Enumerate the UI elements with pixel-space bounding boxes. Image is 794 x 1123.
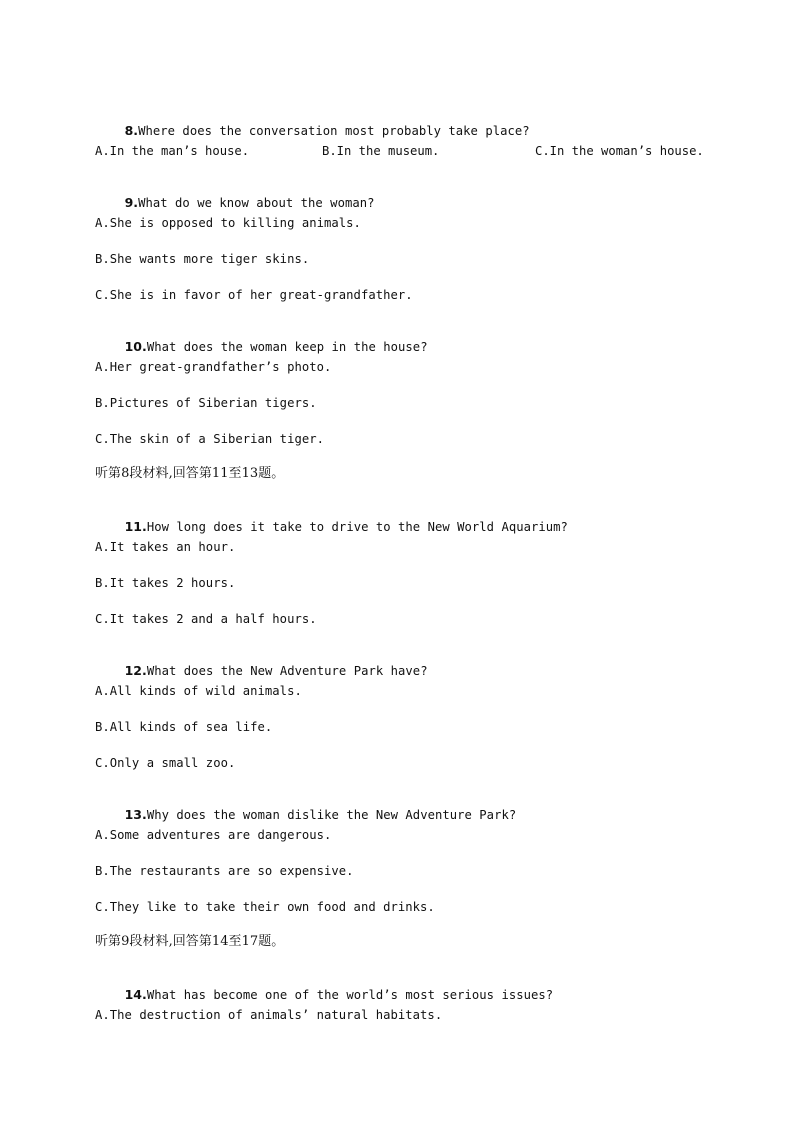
question-text: What does the woman keep in the house? bbox=[146, 340, 428, 354]
q12-option-a: A.All kinds of wild animals. bbox=[95, 684, 302, 698]
q10-option-a: A.Her great-grandfather’s photo. bbox=[95, 360, 332, 374]
q8-option-a: A.In the man’s house. bbox=[95, 144, 250, 158]
question-number: 10. bbox=[124, 339, 147, 354]
question-number: 9. bbox=[124, 195, 139, 210]
question-number: 11. bbox=[124, 519, 147, 534]
q14-option-a: A.The destruction of animals’ natural habitats. bbox=[95, 1008, 443, 1022]
q8-option-c: C.In the woman’s house. bbox=[535, 144, 704, 158]
q10-option-c: C.The skin of a Siberian tiger. bbox=[95, 432, 325, 446]
q10-option-b: B.Pictures of Siberian tigers. bbox=[95, 396, 317, 410]
q12-option-b: B.All kinds of sea life. bbox=[95, 720, 273, 734]
q11-option-b: B.It takes 2 hours. bbox=[95, 576, 236, 590]
q11-option-a: A.It takes an hour. bbox=[95, 540, 236, 554]
question-number: 13. bbox=[124, 807, 147, 822]
question-text: Why does the woman dislike the New Adventure Park? bbox=[146, 808, 517, 822]
section-instruction-9: 听第9段材料,回答第14至17题。 bbox=[95, 934, 285, 949]
q11-option-c: C.It takes 2 and a half hours. bbox=[95, 612, 317, 626]
q13-option-c: C.They like to take their own food and drinks. bbox=[95, 900, 435, 914]
q8-option-b: B.In the museum. bbox=[322, 144, 440, 158]
question-text: What does the New Adventure Park have? bbox=[146, 664, 428, 678]
q13-option-b: B.The restaurants are so expensive. bbox=[95, 864, 354, 878]
q9-option-a: A.She is opposed to killing animals. bbox=[95, 216, 361, 230]
q9-option-b: B.She wants more tiger skins. bbox=[95, 252, 310, 266]
q9-option-c: C.She is in favor of her great-grandfather. bbox=[95, 288, 413, 302]
question-number: 12. bbox=[124, 663, 147, 678]
q12-option-c: C.Only a small zoo. bbox=[95, 756, 236, 770]
question-text: What has become one of the world’s most serious issues? bbox=[146, 988, 554, 1002]
question-text: What do we know about the woman? bbox=[138, 196, 375, 210]
question-text: Where does the conversation most probably take place? bbox=[138, 124, 530, 138]
section-instruction-8: 听第8段材料,回答第11至13题。 bbox=[95, 466, 285, 481]
question-number: 8. bbox=[124, 123, 139, 138]
q13-option-a: A.Some adventures are dangerous. bbox=[95, 828, 332, 842]
question-number: 14. bbox=[124, 987, 147, 1002]
question-text: How long does it take to drive to the New World Aquarium? bbox=[146, 520, 568, 534]
